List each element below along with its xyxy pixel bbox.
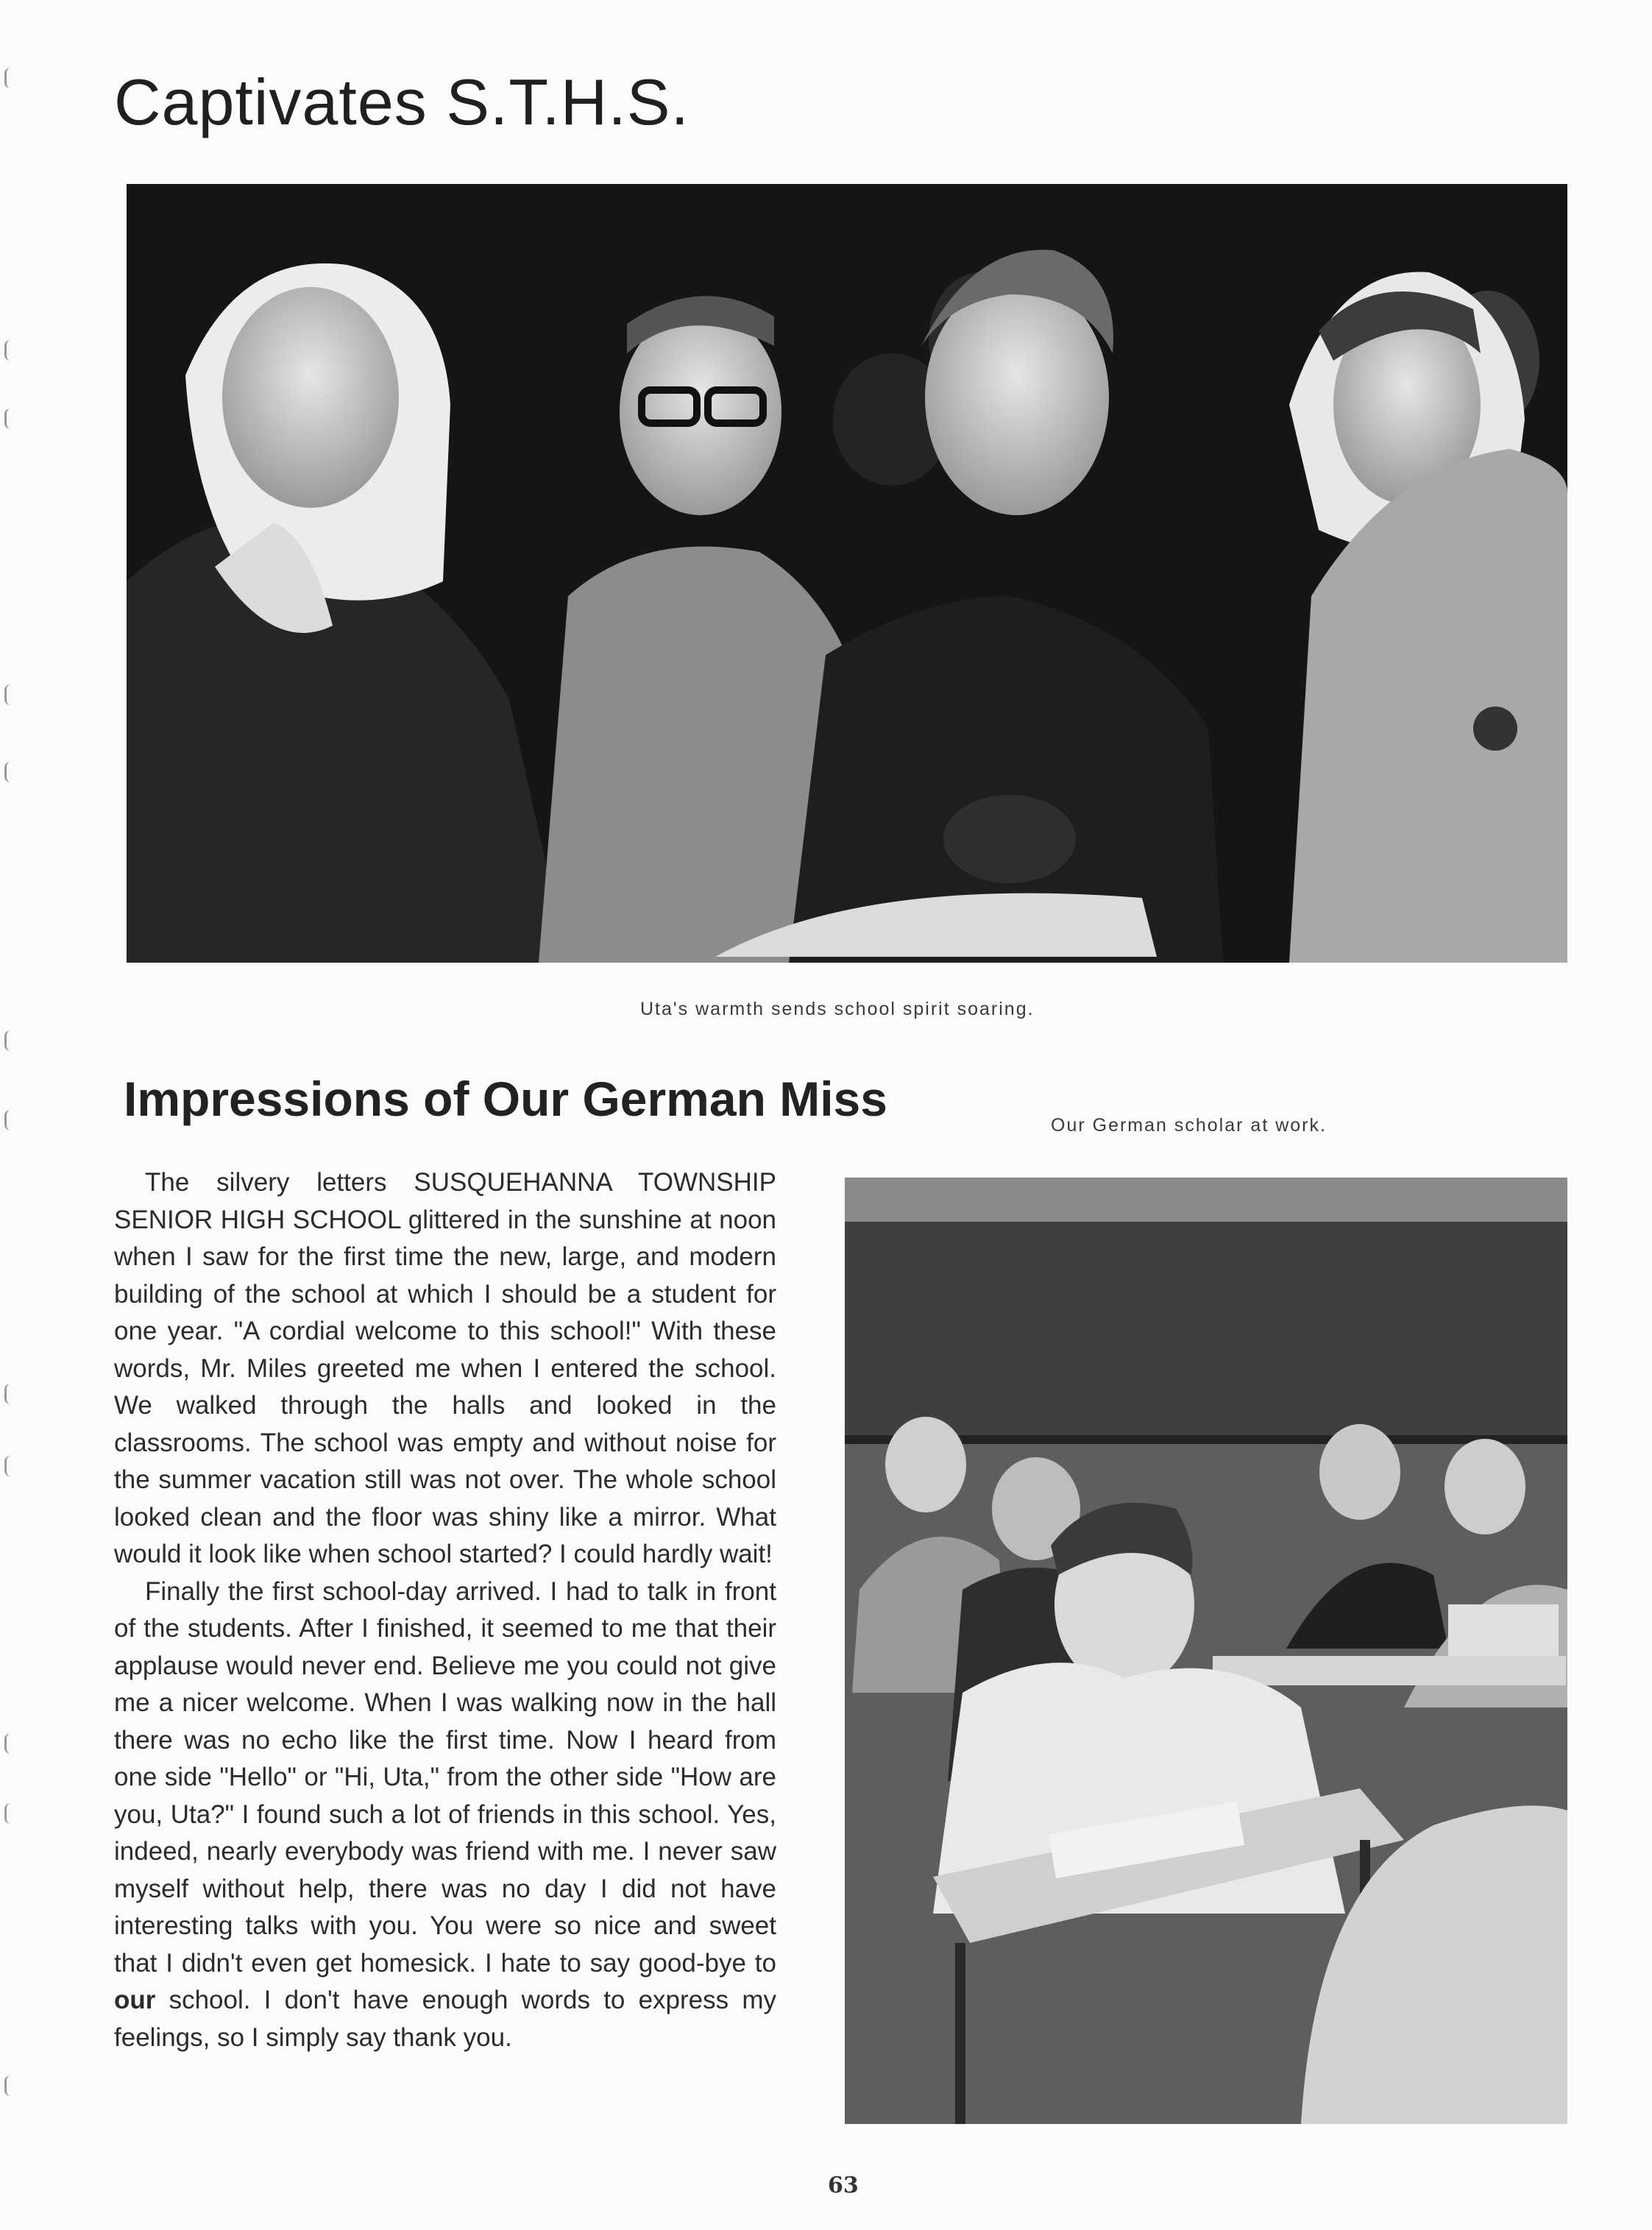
side-photo-caption: Our German scholar at work. [1051,1115,1327,1136]
emphasis-text: our [114,1986,156,2014]
page-number: 63 [828,2173,859,2198]
binder-hole [4,68,17,88]
binder-hole [4,408,17,429]
crowd-photo [127,184,1567,963]
article-body [114,1164,776,2056]
binder-hole [4,1456,17,1476]
binder-hole [4,2075,17,2096]
binder-hole [4,1110,17,1130]
binder-hole [4,762,17,782]
binder-hole [4,684,17,705]
article-heading: Impressions of Our German Miss [124,1072,887,1126]
binder-hole [4,1733,17,1754]
article-text: school. I don't have enough words to express my feelings, so I simply say thank you. [114,1986,776,2052]
classroom-photo [845,1178,1567,2124]
binder-edge [0,0,22,2230]
binder-hole [4,1384,17,1404]
article-paragraph: The silvery letters SUSQUEHANNA TOWNSHIP SENIOR HIGH SCHOOL glittered in the sunshine at noon when I saw for the first time the new, large, and modern building of the school at which I should be a student for one year. "A cordial welcome to this school!" With these words, Mr. Miles greeted me when I entered the school. We walked through the halls and looked in the classrooms. The school was empty and without noise for the summer vacation still was not over. The whole school looked clean and the floor was shiny like a mirror. What would it look like when school started? I could hardly wait! [114,1168,776,1568]
page-title: Captivates S.T.H.S. [114,66,689,138]
top-photo-caption: Uta's warmth sends school spirit soaring. [640,999,1035,1019]
binder-hole [4,1803,17,1824]
article-text: Finally the first school-day arrived. I had to talk in front of the students. After I finished, it seemed to me that their applause would never end. Believe me you could not give me a nicer welcome. When I was walking now in the hall there was no echo like the first time. Now I heard from one side "Hello" or "Hi, Uta," from the other side "How are you, Uta?" I found such a lot of friends in this school. Yes, indeed, nearly everybody was friend with me. I never saw myself without help, there was no day I did not have interesting talks with you. You were so nice and sweet that I didn't even get homesick. I hate to say good-bye to [114,1576,776,1978]
binder-hole [4,340,17,361]
binder-hole [4,1030,17,1051]
article-paragraph [114,1574,776,2057]
